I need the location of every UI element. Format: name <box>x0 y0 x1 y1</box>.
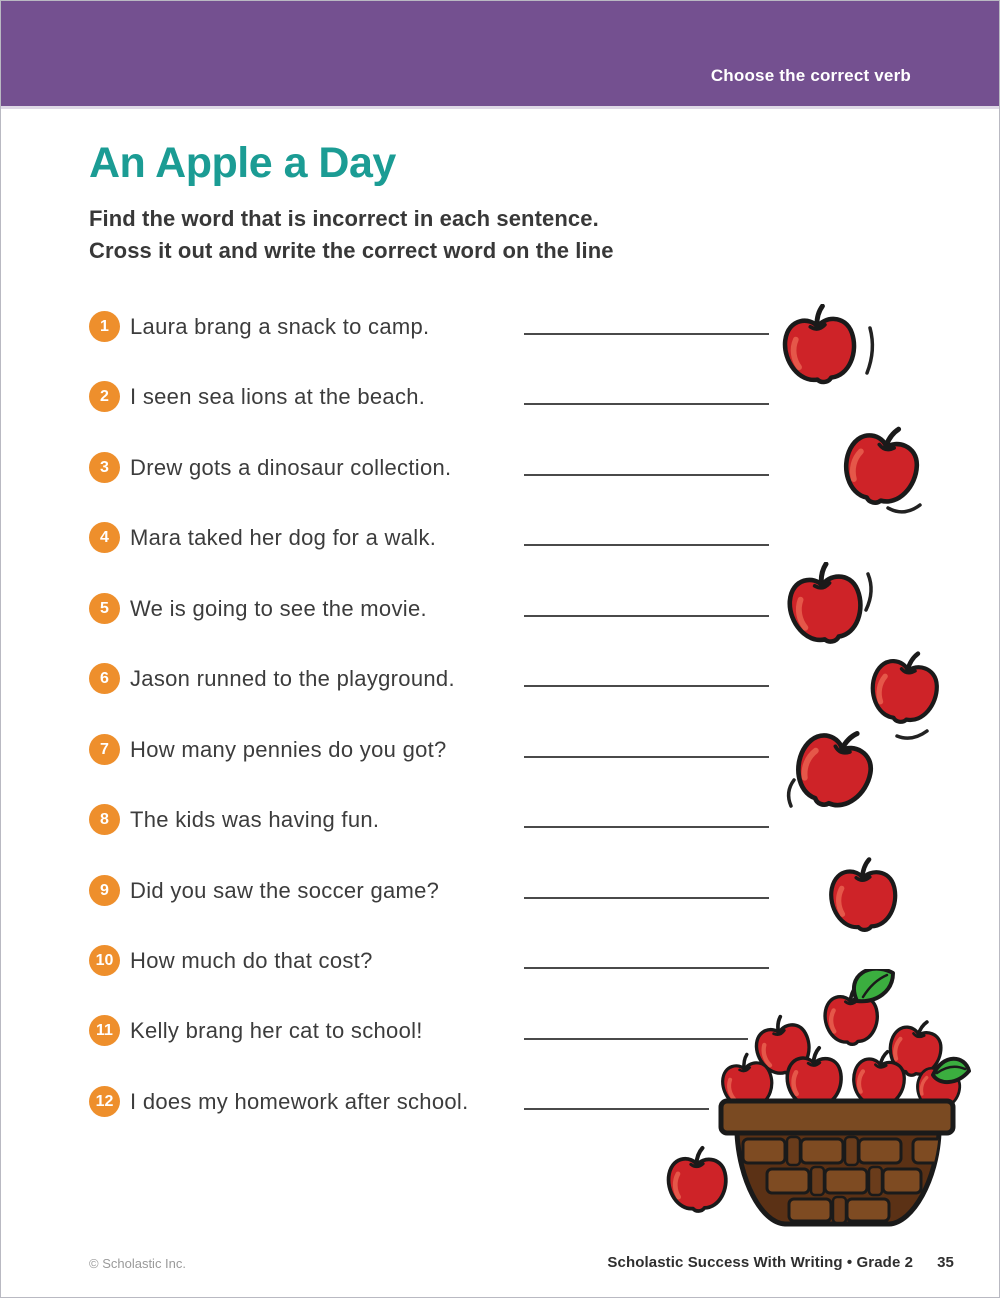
item-sentence: How many pennies do you got? <box>130 736 447 762</box>
exercise-item <box>89 1086 469 1117</box>
item-sentence: Laura brang a snack to camp. <box>130 313 430 339</box>
instructions-line2: Cross it out and write the correct word on the line <box>89 238 614 263</box>
footer-right <box>607 1254 954 1271</box>
exercise-item <box>89 311 429 342</box>
answer-line[interactable] <box>524 826 769 828</box>
item-sentence: How much do that cost? <box>130 947 373 973</box>
apple-icon <box>784 562 868 654</box>
apple-icon <box>779 304 861 394</box>
instructions <box>89 203 614 267</box>
item-sentence: Jason runned to the playground. <box>130 665 455 691</box>
answer-line[interactable] <box>524 403 769 405</box>
item-number-badge: 2 <box>89 381 120 412</box>
item-number-badge: 12 <box>89 1086 120 1117</box>
exercise-item <box>89 734 447 765</box>
item-number-badge: 10 <box>89 945 120 976</box>
page-title: An Apple a Day <box>89 139 396 187</box>
motion-swoosh-icon <box>894 727 930 743</box>
page-number: 35 <box>937 1254 954 1271</box>
item-number-badge: 6 <box>89 663 120 694</box>
item-sentence: We is going to see the movie. <box>130 595 427 621</box>
item-sentence: Kelly brang her cat to school! <box>130 1017 423 1043</box>
item-number-badge: 4 <box>89 522 120 553</box>
motion-swoosh-icon <box>885 500 923 518</box>
series-title: Scholastic Success With Writing • Grade 2 <box>607 1254 914 1271</box>
item-sentence: Mara taked her dog for a walk. <box>130 524 437 550</box>
exercise-item <box>89 381 425 412</box>
copyright-text: © Scholastic Inc. <box>89 1256 187 1271</box>
item-number-badge: 7 <box>89 734 120 765</box>
exercise-item <box>89 663 455 694</box>
answer-line[interactable] <box>524 756 769 758</box>
item-number-badge: 9 <box>89 875 120 906</box>
answer-line[interactable] <box>524 615 769 617</box>
exercise-item <box>89 945 373 976</box>
exercise-item <box>89 593 427 624</box>
item-number-badge: 3 <box>89 452 120 483</box>
item-sentence: The kids was having fun. <box>130 806 380 832</box>
motion-swoosh-icon <box>782 777 800 809</box>
apple-basket-illustration <box>651 969 971 1237</box>
item-number-badge: 11 <box>89 1015 120 1046</box>
header-band <box>1 1 999 109</box>
item-sentence: I seen sea lions at the beach. <box>130 383 426 409</box>
item-number-badge: 1 <box>89 311 120 342</box>
exercise-item <box>89 875 439 906</box>
answer-line[interactable] <box>524 897 769 899</box>
exercise-item <box>89 452 451 483</box>
exercise-item <box>89 1015 423 1046</box>
instructions-line1: Find the word that is incorrect in each sentence. <box>89 206 599 231</box>
item-sentence: Did you saw the soccer game? <box>130 877 440 903</box>
item-number-badge: 5 <box>89 593 120 624</box>
answer-line[interactable] <box>524 333 769 335</box>
answer-line[interactable] <box>524 544 769 546</box>
item-number-badge: 8 <box>89 804 120 835</box>
item-sentence: I does my homework after school. <box>130 1088 469 1114</box>
header-skill-label: Choose the correct verb <box>710 66 911 85</box>
answer-line[interactable] <box>524 685 769 687</box>
motion-swoosh-icon <box>859 571 879 613</box>
exercise-item <box>89 522 436 553</box>
apple-icon <box>825 857 901 941</box>
item-sentence: Drew gots a dinosaur collection. <box>130 454 452 480</box>
apple-icon <box>788 724 874 818</box>
motion-swoosh-icon <box>859 325 879 377</box>
apple-icon <box>865 649 941 733</box>
exercise-item <box>89 804 379 835</box>
answer-line[interactable] <box>524 474 769 476</box>
